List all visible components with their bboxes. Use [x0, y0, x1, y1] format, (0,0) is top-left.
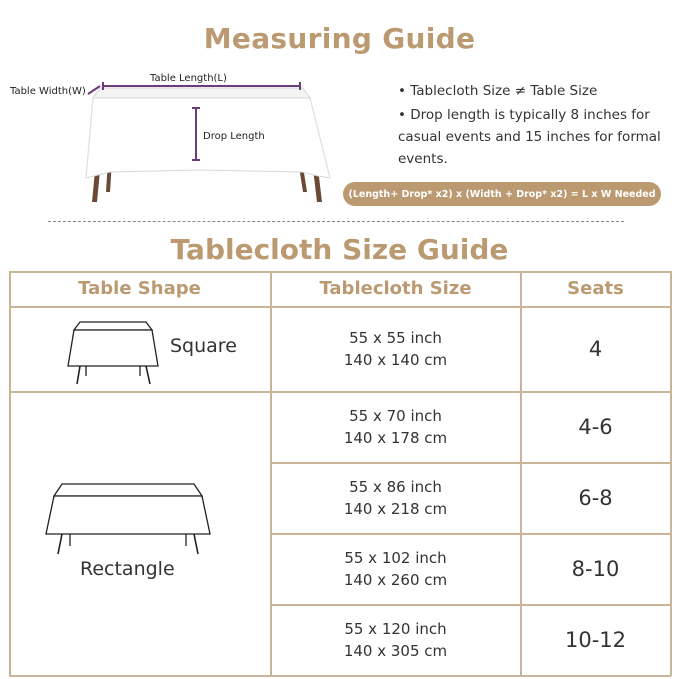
seats-cell: 10-12: [564, 628, 627, 652]
size-guide-title: Tablecloth Size Guide: [170, 233, 509, 266]
shape-label-square: Square: [170, 335, 237, 357]
measuring-notes: [398, 80, 668, 172]
size-cell: [271, 307, 520, 391]
drop-length-label: Drop Length: [203, 131, 265, 142]
measuring-guide-title: Measuring Guide: [203, 22, 476, 55]
size-inch: 55 x 120 inch: [344, 620, 447, 638]
size-cm: 140 x 178 cm: [343, 429, 448, 447]
seats-cell: 4-6: [578, 415, 613, 439]
seats-cell: 6-8: [578, 486, 613, 510]
seats-cell: 4: [588, 337, 603, 361]
size-cm: 140 x 140 cm: [343, 351, 448, 369]
tablecloth-top: [93, 88, 310, 98]
size-cell: [271, 463, 520, 533]
size-cm: 140 x 218 cm: [343, 500, 448, 518]
size-inch: 55 x 55 inch: [349, 329, 442, 347]
size-cm: 140 x 260 cm: [343, 571, 448, 589]
note-size-difference: • Tablecloth Size ≠ Table Size: [398, 83, 598, 99]
size-cell: [271, 392, 520, 462]
size-cell: [271, 605, 520, 675]
header-seats: Seats: [567, 278, 624, 299]
size-inch: 55 x 70 inch: [349, 407, 442, 425]
section-divider: [48, 221, 624, 222]
seats-cell: 8-10: [571, 557, 620, 581]
size-cell: [271, 534, 520, 604]
note-drop-length: • Drop length is typically 8 inches for casual events and 15 inches for formal events.: [398, 107, 661, 167]
size-inch: 55 x 102 inch: [344, 549, 447, 567]
size-inch: 55 x 86 inch: [349, 478, 442, 496]
table-width-label: Table Width(W): [10, 86, 86, 97]
header-tablecloth-size: Tablecloth Size: [319, 278, 472, 299]
header-table-shape: Table Shape: [78, 278, 201, 299]
table-measurement-illustration: [0, 60, 340, 210]
square-table-icon: [66, 318, 162, 388]
rectangle-table-icon: [40, 480, 216, 558]
shape-label-rectangle: Rectangle: [80, 558, 175, 580]
size-cm: 140 x 305 cm: [343, 642, 448, 660]
formula-badge: (Length+ Drop* x2) x (Width + Drop* x2) = L x W Needed: [343, 182, 661, 206]
table-length-label: Table Length(L): [150, 73, 227, 84]
